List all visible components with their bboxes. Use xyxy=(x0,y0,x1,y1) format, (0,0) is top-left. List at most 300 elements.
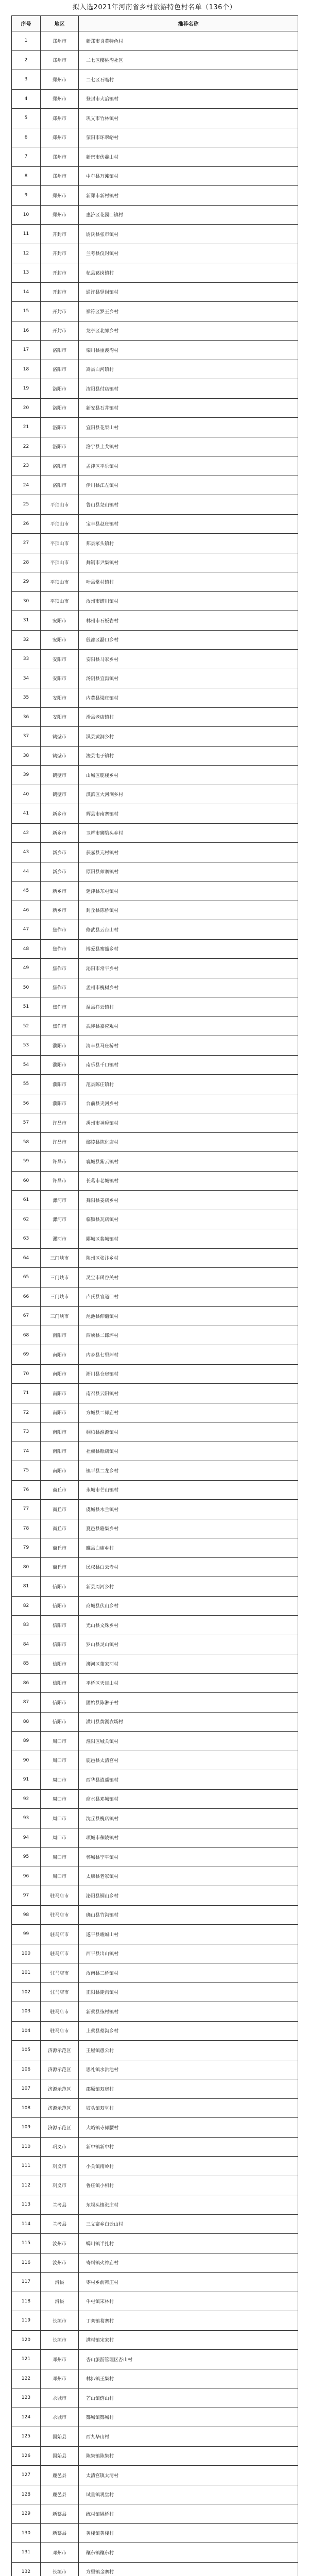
table-row xyxy=(12,1210,298,1229)
row-region: 南阳市 xyxy=(41,1403,79,1422)
row-index: 49 xyxy=(12,959,41,978)
table-row xyxy=(12,109,298,128)
row-village-name: 蟒川镇半扎村 xyxy=(79,2234,298,2253)
row-index: 78 xyxy=(12,1519,41,1538)
row-index: 11 xyxy=(12,225,41,244)
row-index: 57 xyxy=(12,1113,41,1133)
row-region: 滑县 xyxy=(41,2292,79,2311)
row-region: 南阳市 xyxy=(41,1422,79,1442)
row-index: 5 xyxy=(12,109,41,128)
row-village-name: 西平县出山镇村 xyxy=(79,1944,298,1963)
row-village-name: 西华县逍遥镇村 xyxy=(79,1770,298,1790)
row-index: 68 xyxy=(12,1326,41,1345)
row-village-name: 太康县老冢镇村 xyxy=(79,1867,298,1886)
row-region: 郑州市 xyxy=(41,50,79,70)
row-village-name: 襄城县紫云镇村 xyxy=(79,1152,298,1172)
row-region: 新乡市 xyxy=(41,823,79,843)
table-row xyxy=(12,1538,298,1558)
row-village-name: 汝阳县付店镇村 xyxy=(79,379,298,399)
row-index: 22 xyxy=(12,437,41,456)
table-row xyxy=(12,707,298,727)
table-row xyxy=(12,2214,298,2234)
row-index: 115 xyxy=(12,2234,41,2253)
row-region: 洛阳市 xyxy=(41,476,79,495)
row-village-name: 新县周河乡村 xyxy=(79,1577,298,1597)
row-index: 118 xyxy=(12,2292,41,2311)
table-row xyxy=(12,2350,298,2369)
row-region: 商丘市 xyxy=(41,1500,79,1519)
row-region: 济源示范区 xyxy=(41,2041,79,2060)
row-village-name: 平桥区天目山村 xyxy=(79,1673,298,1693)
row-region: 汝州市 xyxy=(41,2234,79,2253)
row-region: 信阳市 xyxy=(41,1712,79,1732)
row-village-name: 二七区石嘴村 xyxy=(79,70,298,90)
table-row xyxy=(12,2292,298,2311)
row-index: 93 xyxy=(12,1809,41,1828)
row-region: 邓州市 xyxy=(41,2369,79,2388)
table-row xyxy=(12,2118,298,2138)
row-village-name: 叶县常村镇村 xyxy=(79,572,298,592)
row-region: 焦作市 xyxy=(41,939,79,959)
row-region: 商丘市 xyxy=(41,1480,79,1500)
table-row xyxy=(12,398,298,418)
table-row xyxy=(12,2330,298,2350)
row-region: 平顶山市 xyxy=(41,572,79,592)
table-row xyxy=(12,302,298,321)
table-row xyxy=(12,1307,298,1326)
table-row xyxy=(12,2408,298,2427)
table-row xyxy=(12,2098,298,2118)
row-village-name: 舞钢市尹集镇村 xyxy=(79,553,298,572)
row-index: 101 xyxy=(12,1963,41,1983)
row-village-name: 汝州市蟒川镇村 xyxy=(79,591,298,611)
row-index: 74 xyxy=(12,1442,41,1461)
table-row xyxy=(12,785,298,804)
row-village-name: 杞县葛岗镇村 xyxy=(79,263,298,283)
row-index: 70 xyxy=(12,1364,41,1384)
row-village-name: 新密市伏羲山村 xyxy=(79,147,298,167)
table-row xyxy=(12,1364,298,1384)
row-village-name: 荥阳市环翠峪村 xyxy=(79,128,298,147)
table-row xyxy=(12,1732,298,1751)
row-village-name: 思礼镇水洪池村 xyxy=(79,2060,298,2079)
row-region: 濮阳市 xyxy=(41,1055,79,1075)
table-row xyxy=(12,1635,298,1654)
table-row xyxy=(12,1094,298,1113)
row-region: 开封市 xyxy=(41,321,79,341)
table-row xyxy=(12,1461,298,1481)
row-region: 信阳市 xyxy=(41,1577,79,1597)
table-row xyxy=(12,1848,298,1867)
row-village-name: 惠济区花园口镇村 xyxy=(79,205,298,225)
row-village-name: 二七区樱桃沟社区 xyxy=(79,50,298,70)
row-region: 三门峡市 xyxy=(41,1248,79,1268)
row-region: 信阳市 xyxy=(41,1673,79,1693)
row-index: 17 xyxy=(12,341,41,360)
row-region: 新乡市 xyxy=(41,882,79,901)
table-row xyxy=(12,128,298,147)
row-village-name: 方里镇金寨村 xyxy=(79,2562,298,2576)
table-row xyxy=(12,1596,298,1616)
row-index: 99 xyxy=(12,1925,41,1944)
row-region: 洛阳市 xyxy=(41,456,79,476)
row-village-name: 内乡县七里坪村 xyxy=(79,1345,298,1365)
table-row xyxy=(12,1248,298,1268)
row-index: 126 xyxy=(12,2446,41,2466)
table-row xyxy=(12,2234,298,2253)
table-row xyxy=(12,1944,298,1963)
table-row xyxy=(12,2195,298,2215)
table-row xyxy=(12,630,298,650)
table-row xyxy=(12,1287,298,1307)
table-row xyxy=(12,166,298,186)
village-list-table xyxy=(11,15,298,2576)
row-village-name: 新蔡县练村镇村 xyxy=(79,2002,298,2022)
row-village-name: 龙亭区北郊乡村 xyxy=(79,321,298,341)
row-region: 鹤壁市 xyxy=(41,785,79,804)
row-region: 洛阳市 xyxy=(41,418,79,437)
row-village-name: 获嘉县亢村镇村 xyxy=(79,843,298,862)
table-row xyxy=(12,2253,298,2273)
table-row xyxy=(12,1422,298,1442)
row-index: 35 xyxy=(12,688,41,708)
row-index: 29 xyxy=(12,572,41,592)
table-row xyxy=(12,476,298,495)
table-row xyxy=(12,321,298,341)
row-region: 南阳市 xyxy=(41,1384,79,1403)
row-region: 济源示范区 xyxy=(41,2079,79,2099)
row-region: 许昌市 xyxy=(41,1132,79,1152)
row-index: 97 xyxy=(12,1886,41,1906)
row-region: 巩义市 xyxy=(41,2137,79,2157)
row-village-name: 满村镇宋家村 xyxy=(79,2330,298,2350)
row-index: 112 xyxy=(12,2176,41,2195)
row-index: 67 xyxy=(12,1307,41,1326)
table-row xyxy=(12,1442,298,1461)
row-village-name: 新郑市新村镇村 xyxy=(79,186,298,206)
row-region: 驻马店市 xyxy=(41,1963,79,1983)
row-index: 129 xyxy=(12,2504,41,2524)
table-row xyxy=(12,823,298,843)
row-region: 安阳市 xyxy=(41,650,79,669)
row-region: 洛阳市 xyxy=(41,379,79,399)
row-village-name: 林扒镇王集村 xyxy=(79,2369,298,2388)
table-row xyxy=(12,1191,298,1210)
table-row xyxy=(12,1480,298,1500)
row-index: 25 xyxy=(12,495,41,515)
row-village-name: 淅川县仓房镇村 xyxy=(79,1364,298,1384)
row-index: 6 xyxy=(12,128,41,147)
row-region: 永城市 xyxy=(41,2408,79,2427)
row-region: 濮阳市 xyxy=(41,1094,79,1113)
table-row xyxy=(12,688,298,708)
row-region: 南阳市 xyxy=(41,1461,79,1481)
row-region: 漯河市 xyxy=(41,1191,79,1210)
table-row xyxy=(12,70,298,90)
row-village-name: 鄢陵县陈化店村 xyxy=(79,1132,298,1152)
row-region: 郑州市 xyxy=(41,186,79,206)
row-region: 长垣市 xyxy=(41,2562,79,2576)
table-row xyxy=(12,89,298,109)
row-index: 62 xyxy=(12,1210,41,1229)
row-village-name: 中牟县万滩镇村 xyxy=(79,166,298,186)
row-index: 36 xyxy=(12,707,41,727)
table-row xyxy=(12,360,298,379)
row-index: 64 xyxy=(12,1248,41,1268)
row-index: 47 xyxy=(12,920,41,940)
table-row xyxy=(12,495,298,515)
row-index: 120 xyxy=(12,2330,41,2350)
row-index: 21 xyxy=(12,418,41,437)
table-row xyxy=(12,534,298,553)
row-index: 71 xyxy=(12,1384,41,1403)
row-index: 105 xyxy=(12,2041,41,2060)
row-village-name: 新中镇新中村 xyxy=(79,2137,298,2157)
row-region: 平顶山市 xyxy=(41,495,79,515)
row-index: 31 xyxy=(12,611,41,631)
row-index: 2 xyxy=(12,50,41,70)
row-region: 长垣市 xyxy=(41,2330,79,2350)
row-village-name: 林州市石板岩村 xyxy=(79,611,298,631)
table-row xyxy=(12,1809,298,1828)
row-index: 3 xyxy=(12,70,41,90)
row-village-name: 寄料镇火神庙村 xyxy=(79,2253,298,2273)
row-index: 42 xyxy=(12,823,41,843)
row-index: 60 xyxy=(12,1171,41,1191)
table-row xyxy=(12,2176,298,2195)
table-row xyxy=(12,2157,298,2176)
row-region: 开封市 xyxy=(41,282,79,302)
row-index: 14 xyxy=(12,282,41,302)
table-row xyxy=(12,2562,298,2576)
row-index: 109 xyxy=(12,2118,41,2138)
row-region: 平顶山市 xyxy=(41,534,79,553)
row-village-name: 郾城区裴城镇村 xyxy=(79,1229,298,1249)
row-index: 80 xyxy=(12,1557,41,1577)
row-index: 79 xyxy=(12,1538,41,1558)
row-region: 周口市 xyxy=(41,1809,79,1828)
row-region: 永城市 xyxy=(41,2388,79,2408)
row-village-name: 小关镇南岭村 xyxy=(79,2157,298,2176)
row-village-name: 武陟县嘉应观村 xyxy=(79,1016,298,1036)
table-row xyxy=(12,2485,298,2504)
row-region: 新乡市 xyxy=(41,862,79,882)
row-index: 38 xyxy=(12,746,41,766)
row-region: 平顶山市 xyxy=(41,591,79,611)
row-index: 100 xyxy=(12,1944,41,1963)
row-region: 兰考县 xyxy=(41,2195,79,2215)
row-index: 117 xyxy=(12,2273,41,2292)
table-row xyxy=(12,1055,298,1075)
row-region: 安阳市 xyxy=(41,707,79,727)
table-row xyxy=(12,1016,298,1036)
row-village-name: 延津县东屯镇村 xyxy=(79,882,298,901)
row-village-name: 丁栾镇葛寨村 xyxy=(79,2311,298,2331)
table-header-row xyxy=(12,16,298,31)
row-village-name: 汝南县三桥镇村 xyxy=(79,1963,298,1983)
row-village-name: 枣村乡前韩庄村 xyxy=(79,2273,298,2292)
row-region: 新蔡县 xyxy=(41,2504,79,2524)
row-village-name: 东坝头镇张庄村 xyxy=(79,2195,298,2215)
row-village-name: 浉河区董家河村 xyxy=(79,1654,298,1674)
row-index: 13 xyxy=(12,263,41,283)
row-region: 新乡市 xyxy=(41,804,79,824)
row-village-name: 宝丰县赵庄镇村 xyxy=(79,514,298,534)
row-village-name: 洛宁县上戈镇村 xyxy=(79,437,298,456)
row-index: 12 xyxy=(12,244,41,263)
row-village-name: 清丰县马庄桥村 xyxy=(79,1036,298,1056)
table-row xyxy=(12,920,298,940)
row-region: 漯河市 xyxy=(41,1210,79,1229)
row-region: 周口市 xyxy=(41,1770,79,1790)
table-body xyxy=(12,31,298,2576)
row-index: 43 xyxy=(12,843,41,862)
row-village-name: 虞城县木兰镇村 xyxy=(79,1500,298,1519)
row-index: 123 xyxy=(12,2388,41,2408)
row-region: 鹤壁市 xyxy=(41,746,79,766)
row-index: 127 xyxy=(12,2466,41,2485)
row-village-name: 确山县竹沟镇村 xyxy=(79,1905,298,1925)
row-region: 周口市 xyxy=(41,1867,79,1886)
row-village-name: 淇滨区大河涧乡村 xyxy=(79,785,298,804)
row-region: 信阳市 xyxy=(41,1616,79,1635)
row-village-name: 孟州市槐树乡村 xyxy=(79,978,298,997)
row-village-name: 项城市秣陵镇村 xyxy=(79,1828,298,1848)
row-index: 15 xyxy=(12,302,41,321)
row-village-name: 温县祥云镇村 xyxy=(79,997,298,1017)
row-region: 郑州市 xyxy=(41,147,79,167)
row-region: 周口市 xyxy=(41,1848,79,1867)
row-index: 98 xyxy=(12,1905,41,1925)
row-region: 焦作市 xyxy=(41,997,79,1017)
row-region: 新蔡县 xyxy=(41,2523,79,2543)
row-index: 50 xyxy=(12,978,41,997)
row-index: 73 xyxy=(12,1422,41,1442)
row-village-name: 郏县冢头镇村 xyxy=(79,534,298,553)
row-index: 63 xyxy=(12,1229,41,1249)
row-region: 濮阳市 xyxy=(41,1075,79,1094)
row-index: 20 xyxy=(12,398,41,418)
row-index: 58 xyxy=(12,1132,41,1152)
table-row xyxy=(12,456,298,476)
row-region: 焦作市 xyxy=(41,959,79,978)
row-region: 焦作市 xyxy=(41,920,79,940)
table-row xyxy=(12,1229,298,1249)
table-row xyxy=(12,186,298,206)
row-region: 开封市 xyxy=(41,225,79,244)
row-village-name: 内黄县梁庄镇村 xyxy=(79,688,298,708)
row-index: 122 xyxy=(12,2369,41,2388)
row-region: 信阳市 xyxy=(41,1635,79,1654)
row-index: 83 xyxy=(12,1616,41,1635)
row-index: 19 xyxy=(12,379,41,399)
row-region: 商丘市 xyxy=(41,1538,79,1558)
row-region: 郑州市 xyxy=(41,31,79,51)
row-village-name: 杏山旅游管理区杏山村 xyxy=(79,2350,298,2369)
table-row xyxy=(12,1751,298,1770)
row-index: 23 xyxy=(12,456,41,476)
row-index: 45 xyxy=(12,882,41,901)
row-village-name: 练村镇姚桥村 xyxy=(79,2504,298,2524)
table-row xyxy=(12,341,298,360)
row-index: 95 xyxy=(12,1848,41,1867)
table-row xyxy=(12,205,298,225)
row-index: 132 xyxy=(12,2562,41,2576)
row-village-name: 伊川县江左镇村 xyxy=(79,476,298,495)
table-row xyxy=(12,2021,298,2041)
row-index: 106 xyxy=(12,2060,41,2079)
row-village-name: 舞阳县姜店乡村 xyxy=(79,1191,298,1210)
row-index: 7 xyxy=(12,147,41,167)
row-index: 131 xyxy=(12,2543,41,2563)
row-index: 86 xyxy=(12,1673,41,1693)
row-region: 新乡市 xyxy=(41,843,79,862)
row-region: 郑州市 xyxy=(41,166,79,186)
row-village-name: 商水县邓城镇村 xyxy=(79,1789,298,1809)
row-village-name: 兰考县仪封镇村 xyxy=(79,244,298,263)
row-index: 46 xyxy=(12,901,41,920)
table-row xyxy=(12,514,298,534)
table-row xyxy=(12,1403,298,1422)
table-row xyxy=(12,263,298,283)
row-village-name: 光山县文殊乡村 xyxy=(79,1616,298,1635)
row-region: 驻马店市 xyxy=(41,1905,79,1925)
row-region: 南阳市 xyxy=(41,1326,79,1345)
row-index: 69 xyxy=(12,1345,41,1365)
row-village-name: 西九华山村 xyxy=(79,2427,298,2447)
row-index: 87 xyxy=(12,1693,41,1713)
table-row xyxy=(12,2388,298,2408)
row-region: 郑州市 xyxy=(41,70,79,90)
table-row xyxy=(12,1152,298,1172)
row-index: 30 xyxy=(12,591,41,611)
table-row xyxy=(12,2446,298,2466)
row-index: 34 xyxy=(12,669,41,688)
table-row xyxy=(12,2523,298,2543)
row-village-name: 卫辉市狮豹头乡村 xyxy=(79,823,298,843)
row-index: 113 xyxy=(12,2195,41,2215)
table-row xyxy=(12,978,298,997)
table-row xyxy=(12,2137,298,2157)
row-village-name: 牛屯镇宋林村 xyxy=(79,2292,298,2311)
row-region: 焦作市 xyxy=(41,978,79,997)
table-row xyxy=(12,1867,298,1886)
row-index: 53 xyxy=(12,1036,41,1056)
row-village-name: 山城区鹿楼乡村 xyxy=(79,766,298,785)
header-region: 地区 xyxy=(41,16,79,31)
table-row xyxy=(12,1982,298,2002)
row-index: 61 xyxy=(12,1191,41,1210)
row-index: 119 xyxy=(12,2311,41,2331)
row-village-name: 原阳县师寨镇村 xyxy=(79,862,298,882)
row-village-name: 正阳县陡沟镇村 xyxy=(79,1982,298,2002)
row-village-name: 民权县白云寺村 xyxy=(79,1557,298,1577)
row-village-name: 永城市芒山镇村 xyxy=(79,1480,298,1500)
row-index: 56 xyxy=(12,1094,41,1113)
table-row xyxy=(12,1577,298,1597)
table-row xyxy=(12,244,298,263)
table-row xyxy=(12,1905,298,1925)
table-row xyxy=(12,746,298,766)
row-index: 72 xyxy=(12,1403,41,1422)
table-row xyxy=(12,1673,298,1693)
row-region: 南阳市 xyxy=(41,1364,79,1384)
table-row xyxy=(12,1925,298,1944)
row-region: 三门峡市 xyxy=(41,1287,79,1307)
row-index: 40 xyxy=(12,785,41,804)
row-region: 焦作市 xyxy=(41,1016,79,1036)
row-index: 125 xyxy=(12,2427,41,2447)
